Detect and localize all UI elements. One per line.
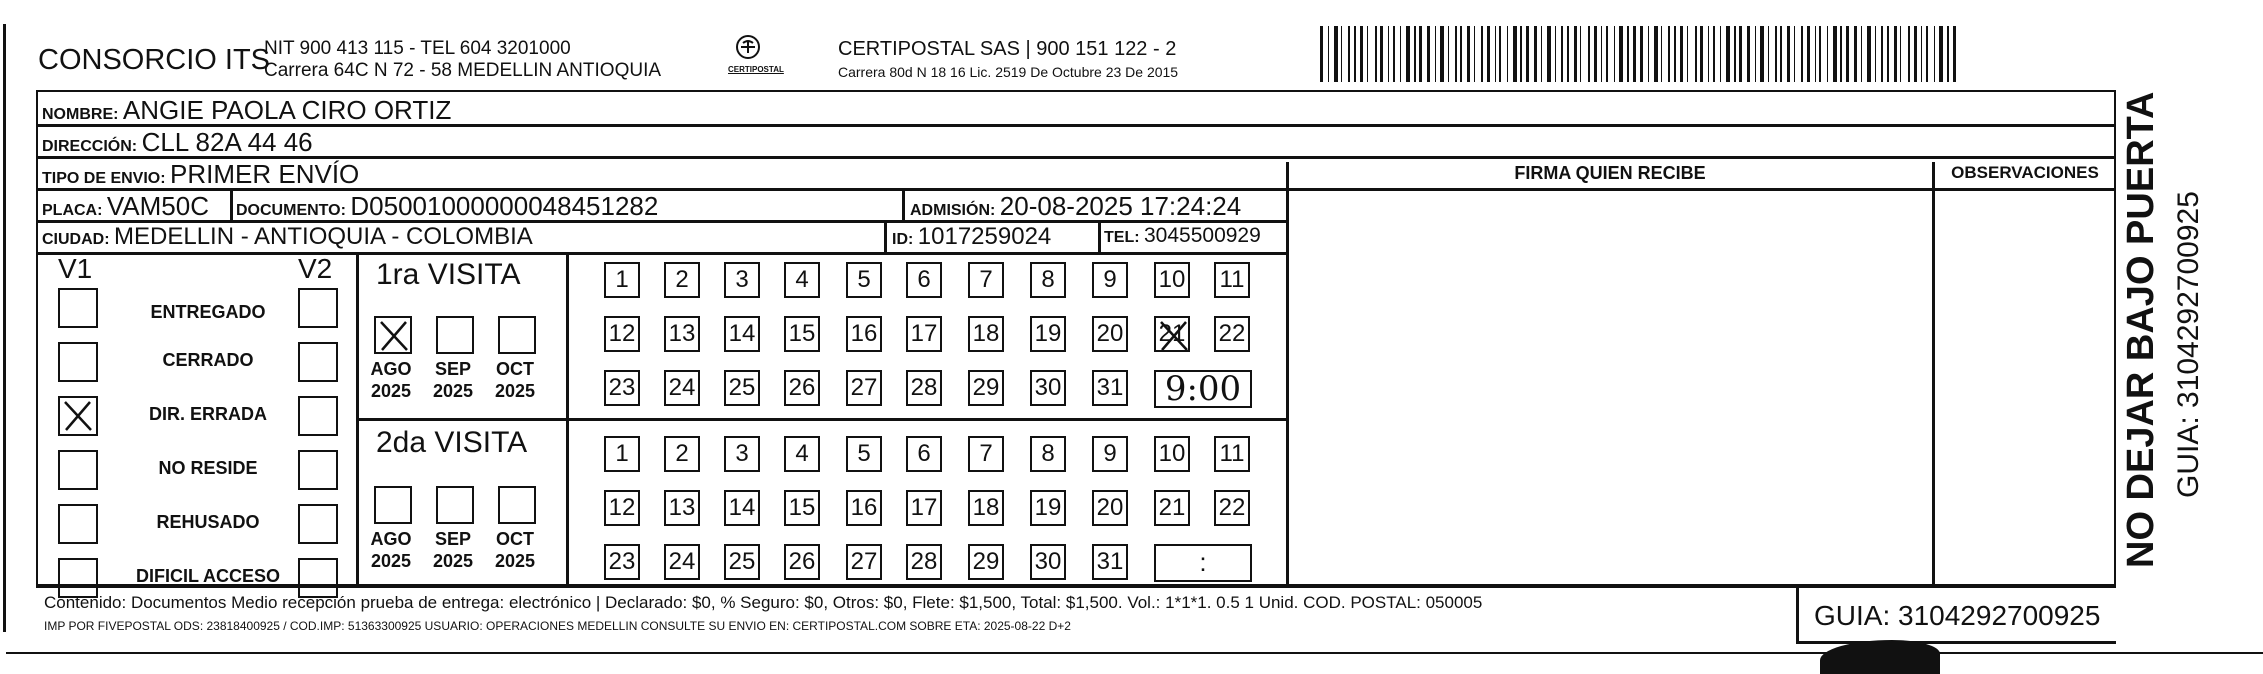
day-box[interactable] (1214, 436, 1250, 472)
month-name: AGO (370, 359, 412, 379)
month-label (366, 358, 416, 402)
day-box[interactable] (604, 316, 640, 352)
day-box[interactable] (1214, 316, 1250, 352)
admision-field (910, 191, 1241, 222)
day-box[interactable] (906, 316, 942, 352)
time-field[interactable] (1154, 370, 1252, 408)
day-box[interactable] (1030, 262, 1066, 298)
day-box[interactable] (724, 490, 760, 526)
day-number: 26 (788, 548, 816, 575)
day-box[interactable] (1214, 490, 1250, 526)
day-number: 25 (728, 548, 756, 575)
time-value: 9:00 (1164, 369, 1242, 409)
signature-area[interactable] (1288, 191, 1932, 584)
day-box[interactable] (604, 436, 640, 472)
day-number: 12 (608, 494, 636, 521)
nombre-value: ANGIE PAOLA CIRO ORTIZ (122, 95, 452, 125)
day-number: 23 (608, 548, 636, 575)
day-number: 24 (668, 548, 696, 575)
certipostal-logo (728, 34, 784, 74)
status-label: DIFICIL ACCESO (135, 566, 280, 586)
day-number: 30 (1034, 548, 1062, 575)
ciudad-field (42, 223, 533, 251)
status-label: ENTREGADO (150, 302, 266, 322)
day-box[interactable] (1092, 262, 1128, 298)
day-box[interactable] (784, 490, 820, 526)
month-name: OCT (496, 359, 534, 379)
second-visit-label: 2da VISITA (376, 426, 528, 459)
day-box[interactable] (784, 262, 820, 298)
month-checkbox[interactable] (374, 486, 412, 524)
month-label (366, 528, 416, 572)
company-line1: NIT 900 413 115 - TEL 604 3201000 (264, 38, 571, 59)
day-box[interactable] (1154, 316, 1190, 352)
day-number: 18 (972, 494, 1000, 521)
day-box[interactable] (1030, 316, 1066, 352)
id-field (892, 223, 1051, 251)
day-number: 7 (979, 266, 993, 293)
v2-checkbox[interactable] (298, 504, 338, 544)
tel-label: TEL: (1104, 229, 1140, 246)
time-value: : (1199, 547, 1207, 577)
day-box[interactable] (1214, 262, 1250, 298)
day-number: 24 (668, 374, 696, 401)
day-number: 4 (795, 266, 809, 293)
day-number: 28 (910, 548, 938, 575)
month-name: SEP (434, 359, 472, 379)
v1-checkbox[interactable] (58, 504, 98, 544)
day-number: 11 (1219, 440, 1245, 467)
day-box[interactable] (968, 370, 1004, 406)
footer-guia-label: GUIA: (1814, 600, 1891, 631)
carrier-line1: CERTIPOSTAL SAS | 900 151 122 - 2 (838, 38, 1177, 60)
day-box[interactable] (664, 262, 700, 298)
day-number: 31 (1096, 548, 1124, 575)
day-box[interactable] (724, 262, 760, 298)
day-number: 7 (979, 440, 993, 467)
ciudad-label: CIUDAD: (42, 231, 110, 248)
footer-print-line: IMP POR FIVEPOSTAL ODS: 23818400925 / COD.IMP: 51363300925 USUARIO: OPERACIONES MEDELLIN CONSULTE SU ENVIO EN: CERTIPOSTAL.COM SOBRE ETA: 2025-08-22 D+2 (44, 619, 1071, 633)
tipo-envio-label: TIPO DE ENVIO: (42, 170, 166, 187)
footer-guia-value: 3104292700925 (1898, 600, 2101, 631)
day-number: 10 (1158, 266, 1186, 293)
day-box[interactable] (906, 490, 942, 526)
v2-label: V2 (298, 253, 333, 284)
month-year: 2025 (370, 381, 412, 401)
v1-checkbox[interactable] (58, 342, 98, 382)
direccion-label: DIRECCIÓN: (42, 138, 138, 155)
status-label: NO RESIDE (158, 458, 258, 478)
day-number: 17 (910, 320, 938, 347)
day-number: 30 (1034, 374, 1062, 401)
day-box[interactable] (846, 436, 882, 472)
day-number: 16 (850, 320, 878, 347)
month-name: SEP (434, 529, 472, 549)
month-label (428, 528, 478, 572)
time-field[interactable] (1154, 544, 1252, 582)
day-box[interactable] (1092, 316, 1128, 352)
day-number: 6 (917, 266, 931, 293)
id-label: ID: (892, 231, 914, 248)
side-guia: GUIA: 3104292700925 (2172, 191, 2205, 498)
day-box[interactable] (906, 436, 942, 472)
day-number: 22 (1218, 320, 1246, 347)
placa-label: PLACA: (42, 202, 103, 219)
first-visit-label: 1ra VISITA (376, 258, 521, 291)
day-number: 1 (615, 266, 629, 293)
day-number: 31 (1096, 374, 1124, 401)
month-name: OCT (496, 529, 534, 549)
day-box[interactable] (724, 436, 760, 472)
status-label: DIR. ERRADA (148, 404, 267, 424)
placa-value: VAM50C (106, 191, 209, 221)
day-number: 2 (675, 266, 689, 293)
day-number: 29 (972, 374, 1000, 401)
day-box[interactable] (664, 436, 700, 472)
month-name: AGO (370, 529, 412, 549)
day-box[interactable] (846, 316, 882, 352)
day-box[interactable] (846, 544, 882, 580)
day-number: 11 (1219, 266, 1245, 293)
day-number: 12 (608, 320, 636, 347)
direccion-value: CLL 82A 44 46 (141, 127, 313, 157)
documento-label: DOCUMENTO: (236, 202, 346, 219)
day-box[interactable] (1030, 370, 1066, 406)
ciudad-value: MEDELLIN - ANTIOQUIA - COLOMBIA (114, 223, 533, 250)
day-box[interactable] (846, 370, 882, 406)
day-number: 18 (972, 320, 1000, 347)
month-year: 2025 (432, 551, 474, 571)
day-box[interactable] (784, 316, 820, 352)
month-checkbox[interactable] (436, 316, 474, 354)
documento-field (236, 191, 658, 222)
day-number: 20 (1096, 320, 1124, 347)
day-box[interactable] (664, 370, 700, 406)
ink-blot (1820, 640, 1940, 674)
status-label: REHUSADO (156, 512, 260, 532)
day-box[interactable] (906, 544, 942, 580)
day-number: 26 (788, 374, 816, 401)
side-warning: NO DEJAR BAJO PUERTA (2120, 91, 2162, 568)
day-number: 13 (668, 320, 696, 347)
month-checkbox[interactable] (374, 316, 412, 354)
day-number: 14 (728, 494, 756, 521)
month-year: 2025 (370, 551, 412, 571)
day-box[interactable] (1030, 544, 1066, 580)
day-box[interactable] (1030, 490, 1066, 526)
day-box[interactable] (1154, 490, 1190, 526)
day-box[interactable] (968, 544, 1004, 580)
month-year: 2025 (494, 551, 536, 571)
documento-value: D05001000000048451282 (350, 191, 659, 221)
month-checkbox[interactable] (498, 316, 536, 354)
observaciones-area[interactable] (1934, 191, 2116, 584)
day-box[interactable] (846, 490, 882, 526)
day-number: 19 (1034, 494, 1062, 521)
day-box[interactable] (604, 262, 640, 298)
carrier-line2: Carrera 80d N 18 16 Lic. 2519 De Octubre 23 De 2015 (838, 64, 1179, 80)
day-box[interactable] (1030, 436, 1066, 472)
v2-checkbox[interactable] (298, 558, 338, 598)
day-number: 1 (615, 440, 629, 467)
day-box[interactable] (906, 262, 942, 298)
day-number: 27 (850, 374, 878, 401)
v2-checkbox[interactable] (298, 396, 338, 436)
day-number: 2 (675, 440, 689, 467)
day-box[interactable] (846, 262, 882, 298)
day-number: 21 (1158, 494, 1186, 521)
tel-field (1104, 224, 1261, 248)
footer-content-line: Contenido: Documentos Medio recepción prueba de entrega: electrónico | Declarado: $0, % Seguro: $0, Otros: $0, Flete: $1,500, Total: $1,500. Vol.: 1*1*1. 0.5 1 Unid. COD. POSTAL: 050005 (44, 593, 1483, 612)
placa-field (42, 191, 209, 222)
day-number: 6 (917, 440, 931, 467)
month-year: 2025 (494, 381, 536, 401)
day-number: 8 (1041, 440, 1055, 467)
day-number: 9 (1103, 266, 1117, 293)
day-box[interactable] (1092, 490, 1128, 526)
day-box[interactable] (604, 490, 640, 526)
day-box[interactable] (968, 316, 1004, 352)
day-number: 15 (788, 494, 816, 521)
day-box[interactable] (784, 544, 820, 580)
day-box[interactable] (664, 490, 700, 526)
day-number: 17 (910, 494, 938, 521)
company-name: CONSORCIO ITS (38, 44, 271, 76)
day-number: 9 (1103, 440, 1117, 467)
nombre-row (42, 95, 451, 126)
day-box[interactable] (1092, 370, 1128, 406)
tipo-envio-value: PRIMER ENVÍO (170, 159, 360, 189)
day-box[interactable] (968, 490, 1004, 526)
day-number: 4 (795, 440, 809, 467)
day-number: 29 (972, 548, 1000, 575)
day-number: 20 (1096, 494, 1124, 521)
v1-checkbox[interactable] (58, 396, 98, 436)
logo-text: CERTIPOSTAL (728, 65, 784, 74)
admision-value: 20-08-2025 17:24:24 (999, 191, 1242, 221)
day-number: 3 (735, 440, 749, 467)
v2-checkbox[interactable] (298, 450, 338, 490)
day-box[interactable] (604, 370, 640, 406)
month-year: 2025 (432, 381, 474, 401)
day-box[interactable] (1092, 436, 1128, 472)
day-number: 5 (857, 440, 871, 467)
status-label: CERRADO (162, 350, 254, 370)
tipo-envio-row (42, 159, 359, 190)
day-number: 13 (668, 494, 696, 521)
day-box[interactable] (724, 316, 760, 352)
v1-checkbox[interactable] (58, 288, 98, 328)
day-number: 19 (1034, 320, 1062, 347)
id-value: 1017259024 (917, 223, 1052, 250)
day-number: 27 (850, 548, 878, 575)
day-number: 28 (910, 374, 938, 401)
day-number: 23 (608, 374, 636, 401)
day-box[interactable] (1154, 436, 1190, 472)
direccion-row (42, 127, 313, 158)
month-label (428, 358, 478, 402)
v1-label: V1 (58, 253, 93, 284)
day-box[interactable] (968, 262, 1004, 298)
admision-label: ADMISIÓN: (910, 202, 996, 219)
month-label (490, 358, 540, 402)
day-box[interactable] (784, 370, 820, 406)
day-box[interactable] (784, 436, 820, 472)
day-box[interactable] (724, 544, 760, 580)
observaciones-label: OBSERVACIONES (1951, 163, 2099, 182)
month-checkbox[interactable] (436, 486, 474, 524)
company-line2: Carrera 64C N 72 - 58 MEDELLIN ANTIOQUIA (264, 60, 662, 81)
day-number: 16 (850, 494, 878, 521)
v2-checkbox[interactable] (298, 342, 338, 382)
left-margin-rule (3, 24, 6, 632)
footer-guia (1814, 600, 2100, 632)
day-number: 3 (735, 266, 749, 293)
day-number: 8 (1041, 266, 1055, 293)
day-number: 21 (1158, 320, 1186, 347)
v2-checkbox[interactable] (298, 288, 338, 328)
shipment-barcode (1320, 26, 1960, 82)
day-box[interactable] (724, 370, 760, 406)
day-box[interactable] (1154, 262, 1190, 298)
v1-checkbox[interactable] (58, 450, 98, 490)
day-number: 10 (1158, 440, 1186, 467)
day-box[interactable] (664, 544, 700, 580)
day-number: 22 (1218, 494, 1246, 521)
day-box[interactable] (906, 370, 942, 406)
day-box[interactable] (664, 316, 700, 352)
firma-label: FIRMA QUIEN RECIBE (1514, 163, 1706, 183)
day-box[interactable] (604, 544, 640, 580)
v1-checkbox[interactable] (58, 558, 98, 598)
month-checkbox[interactable] (498, 486, 536, 524)
day-box[interactable] (968, 436, 1004, 472)
day-number: 15 (788, 320, 816, 347)
month-label (490, 528, 540, 572)
nombre-label: NOMBRE: (42, 106, 119, 123)
day-number: 14 (728, 320, 756, 347)
day-box[interactable] (1092, 544, 1128, 580)
day-number: 25 (728, 374, 756, 401)
tel-value: 3045500929 (1144, 224, 1261, 247)
day-number: 5 (857, 266, 871, 293)
